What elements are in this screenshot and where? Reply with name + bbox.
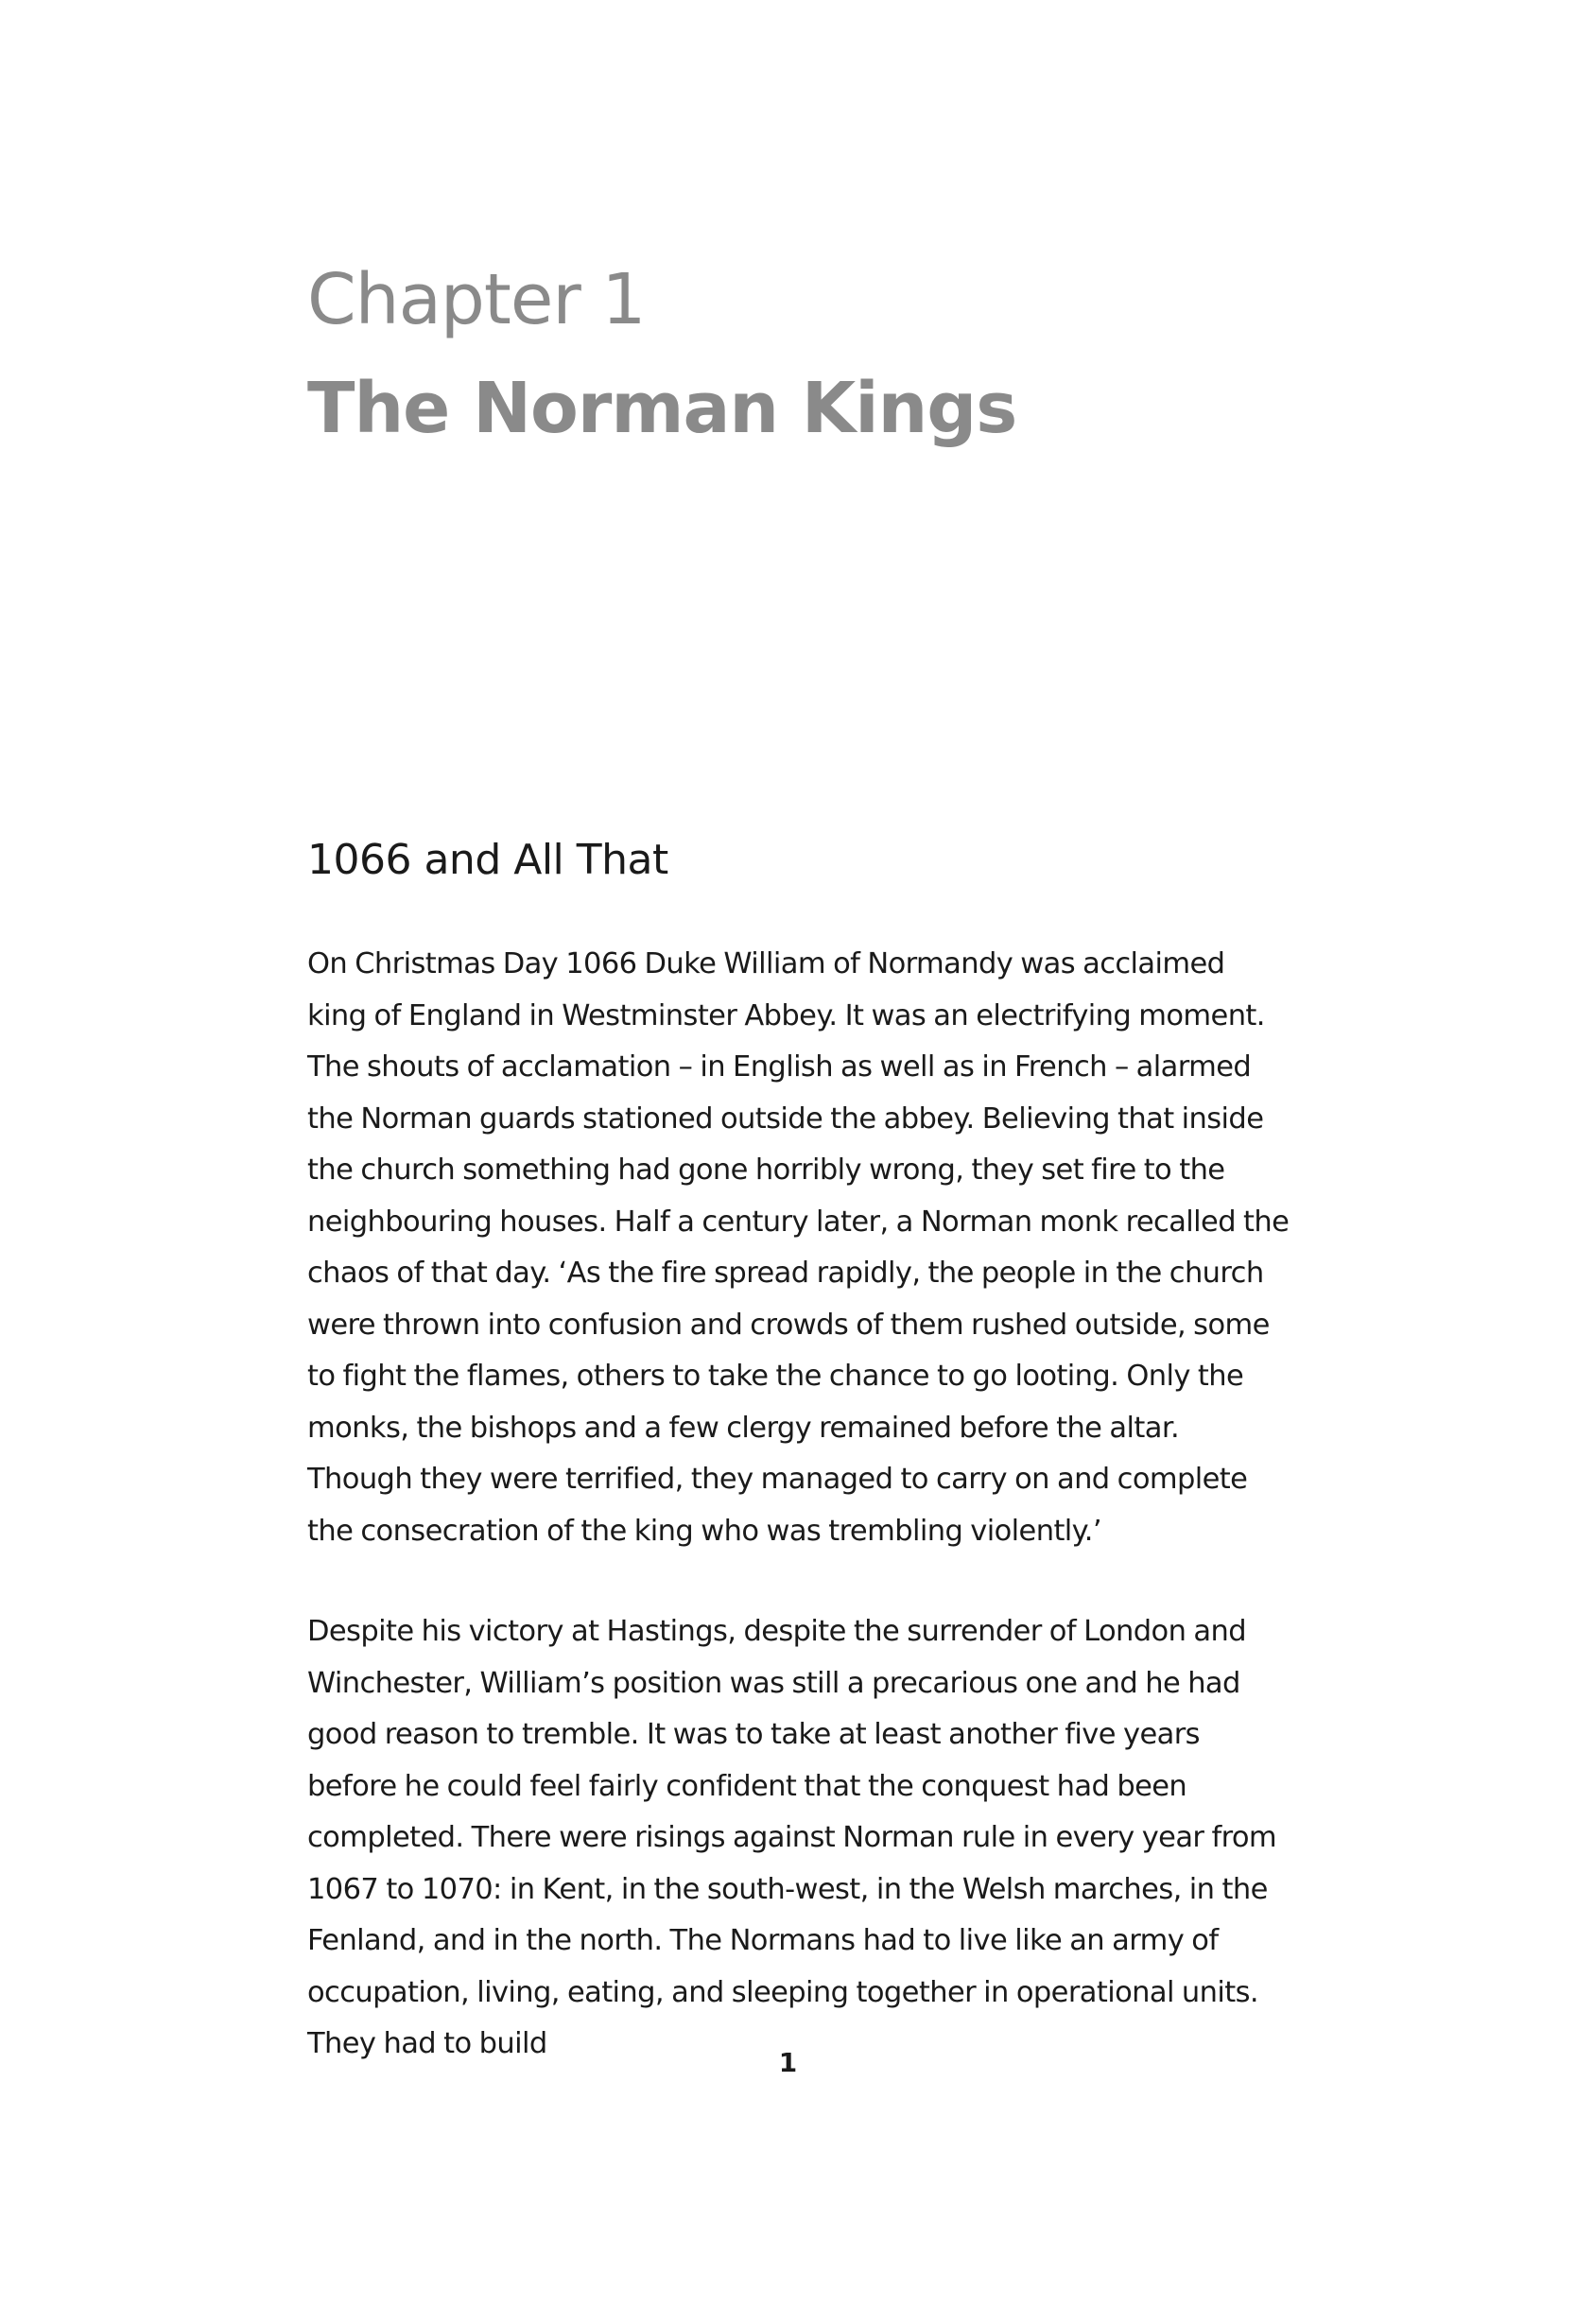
chapter-title: The Norman Kings xyxy=(307,368,1017,449)
chapter-label: Chapter 1 xyxy=(307,259,646,340)
section-heading: 1066 and All That xyxy=(307,836,668,884)
body-paragraph-2: Despite his victory at Hastings, despite the surrender of London and Winchester, William’s position was still a precarious one and he had good reason to tremble. It was to take at least another five years before he could feel fairly confident that the conquest had been completed. There were risings against Norman rule in every year from 1067 to 1070: in Kent, in the south-west, in the Welsh marches, in the Fenland, and in the north. The Normans had to live like an army of occupation, living, eating, and sleeping together in operational units. They had to build xyxy=(307,1615,1277,2060)
body-paragraph-1: On Christmas Day 1066 Duke William of Normandy was acclaimed king of England in Westminster Abbey. It was an electrifying moment. The shouts of acclamation – in English as well as in French – alarmed the Norman guards stationed outside the abbey. Believing that inside the church something had gone horribly wrong, they set fire to the neighbouring houses. Half a century later, a Norman monk recalled the chaos of that day. ‘As the fire spread rapidly, the people in the church were thrown into confusion and crowds of them rushed outside, some to fight the flames, others to take the chance to go looting. Only the monks, the bishops and a few clergy remained before the altar. Though they were terrified, they managed to carry on and complete the consecration of the king who was trembling violently.’ xyxy=(307,947,1290,1548)
page-number: 1 xyxy=(778,2047,798,2078)
